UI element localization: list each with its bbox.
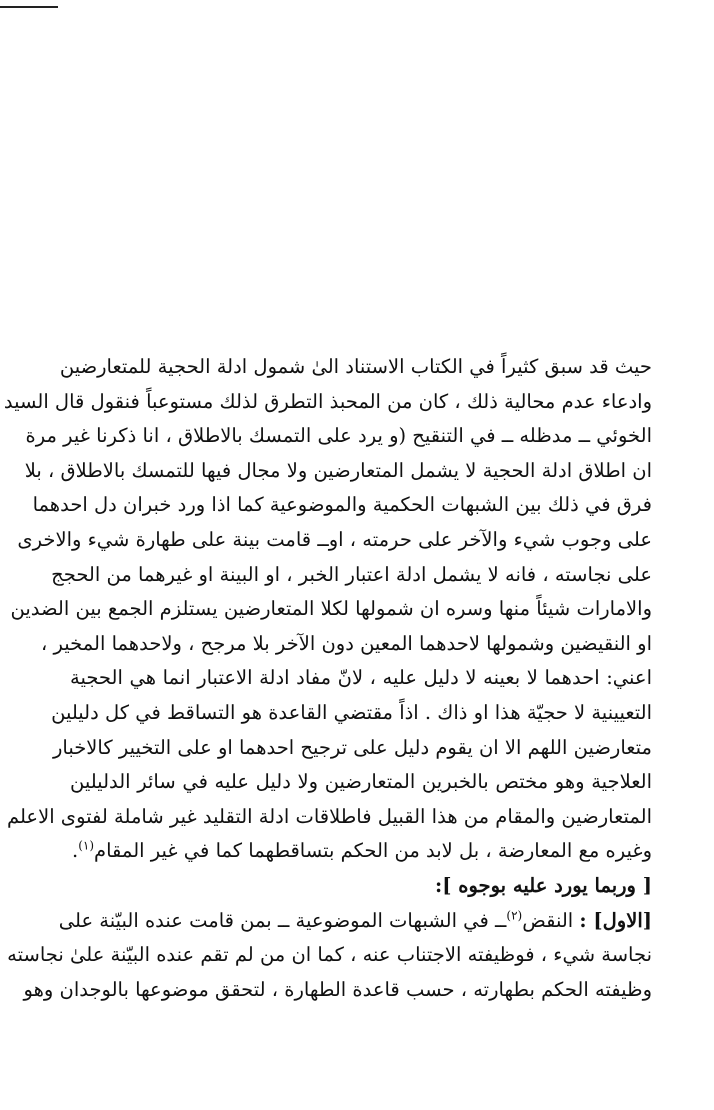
- paragraph-line: وظيفته الحكم بطهارته ، حسب قاعدة الطهارة ، لتحقق موضوعها بالوجدان وهو: [23, 977, 652, 1001]
- paragraph-line: وادعاء عدم محالية ذلك ، كان من المحبذ التطرق لذلك مستوعباً فنقول قال السيد: [3, 389, 652, 413]
- section-heading: [ وربما يورد عليه بوجوه ]:: [435, 873, 652, 897]
- footnote-ref-1: (١): [78, 838, 95, 853]
- paragraph-last-line: [70, 834, 652, 869]
- first-point-word: النقض: [522, 908, 574, 932]
- paragraph-line: فرق في ذلك بين الشبهات الحكمية والموضوعية كما اذا ورد خبران دل احدهما: [32, 493, 652, 517]
- paragraph-line: الخوئي ــ مدظله ــ في التنقيح (و يرد على التمسك بالاطلاق ، انا ذكرنا غير مرة: [25, 424, 652, 448]
- paragraph-line: ان اطلاق ادلة الحجية لا يشمل المتعارضين ولا مجال فيها للتمسك بالاطلاق ، بلا: [24, 458, 652, 482]
- first-point-label: [الاول] :: [579, 908, 652, 932]
- paragraph-line: على نجاسته ، فانه لا يشمل ادلة اعتبار الخبر ، او البينة او غيرهما من الحجج: [51, 562, 652, 586]
- paragraph-line: العلاجية وهو مختص بالخبرين المتعارضين ولا دليل عليه في سائر الدليلين: [70, 770, 652, 794]
- paragraph-line: نجاسة شيء ، فوظيفته الاجتناب عنه ، كما ان من لم تقم عنده البيّنة علىٰ نجاسته: [7, 943, 652, 967]
- first-point-line: [58, 904, 652, 939]
- page-text: [3, 350, 652, 1007]
- paragraph-line: المتعارضين والمقام من هذا القبيل فاطلاقات ادلة التقليد غير شاملة لفتوى الاعلم: [7, 804, 652, 828]
- paragraph-line: او النقيضين وشمولها لاحدهما المعين دون الآخر بلا مرجح ، ولاحدهما المخير ،: [41, 631, 652, 655]
- last-line-end: .: [72, 839, 79, 863]
- paragraph-line: حيث قد سبق كثيراً في الكتاب الاستناد الىٰ شمول ادلة الحجية للمتعارضين: [59, 355, 652, 378]
- paragraph-line: والامارات شيئاً منها وسره ان شمولها لكلا المتعارضين يستلزم الجمع بين الضدين: [10, 597, 652, 621]
- paragraph-line: على وجوب شيء والآخر على حرمته ، اوــ قامت بينة على طهارة شيء والاخرى: [17, 527, 652, 551]
- footnote-ref-2: (٢): [506, 908, 523, 922]
- last-line-text: وغيره مع المعارضة ، بل لابد من الحكم بتساقطهما كما في غير المقام: [94, 839, 652, 863]
- paragraph-line: متعارضين اللهم الا ان يقوم دليل على ترجيح احدهما او على التخيير كالاخبار: [53, 735, 652, 759]
- first-point-text: ــ في الشبهات الموضوعية ــ بمن قامت عنده البيّنة على: [58, 908, 507, 932]
- paragraph-line: التعيينية لا حجيّة هذا او ذاك . اذاً مقتضي القاعدة هو التساقط في كل دليلين: [51, 700, 652, 724]
- paragraph-line: اعني: احدهما لا بعينه لا دليل عليه ، لانّ مفاد ادلة الاعتبار انما هي الحجية: [70, 666, 652, 690]
- scan-corner-mark: [0, 6, 58, 8]
